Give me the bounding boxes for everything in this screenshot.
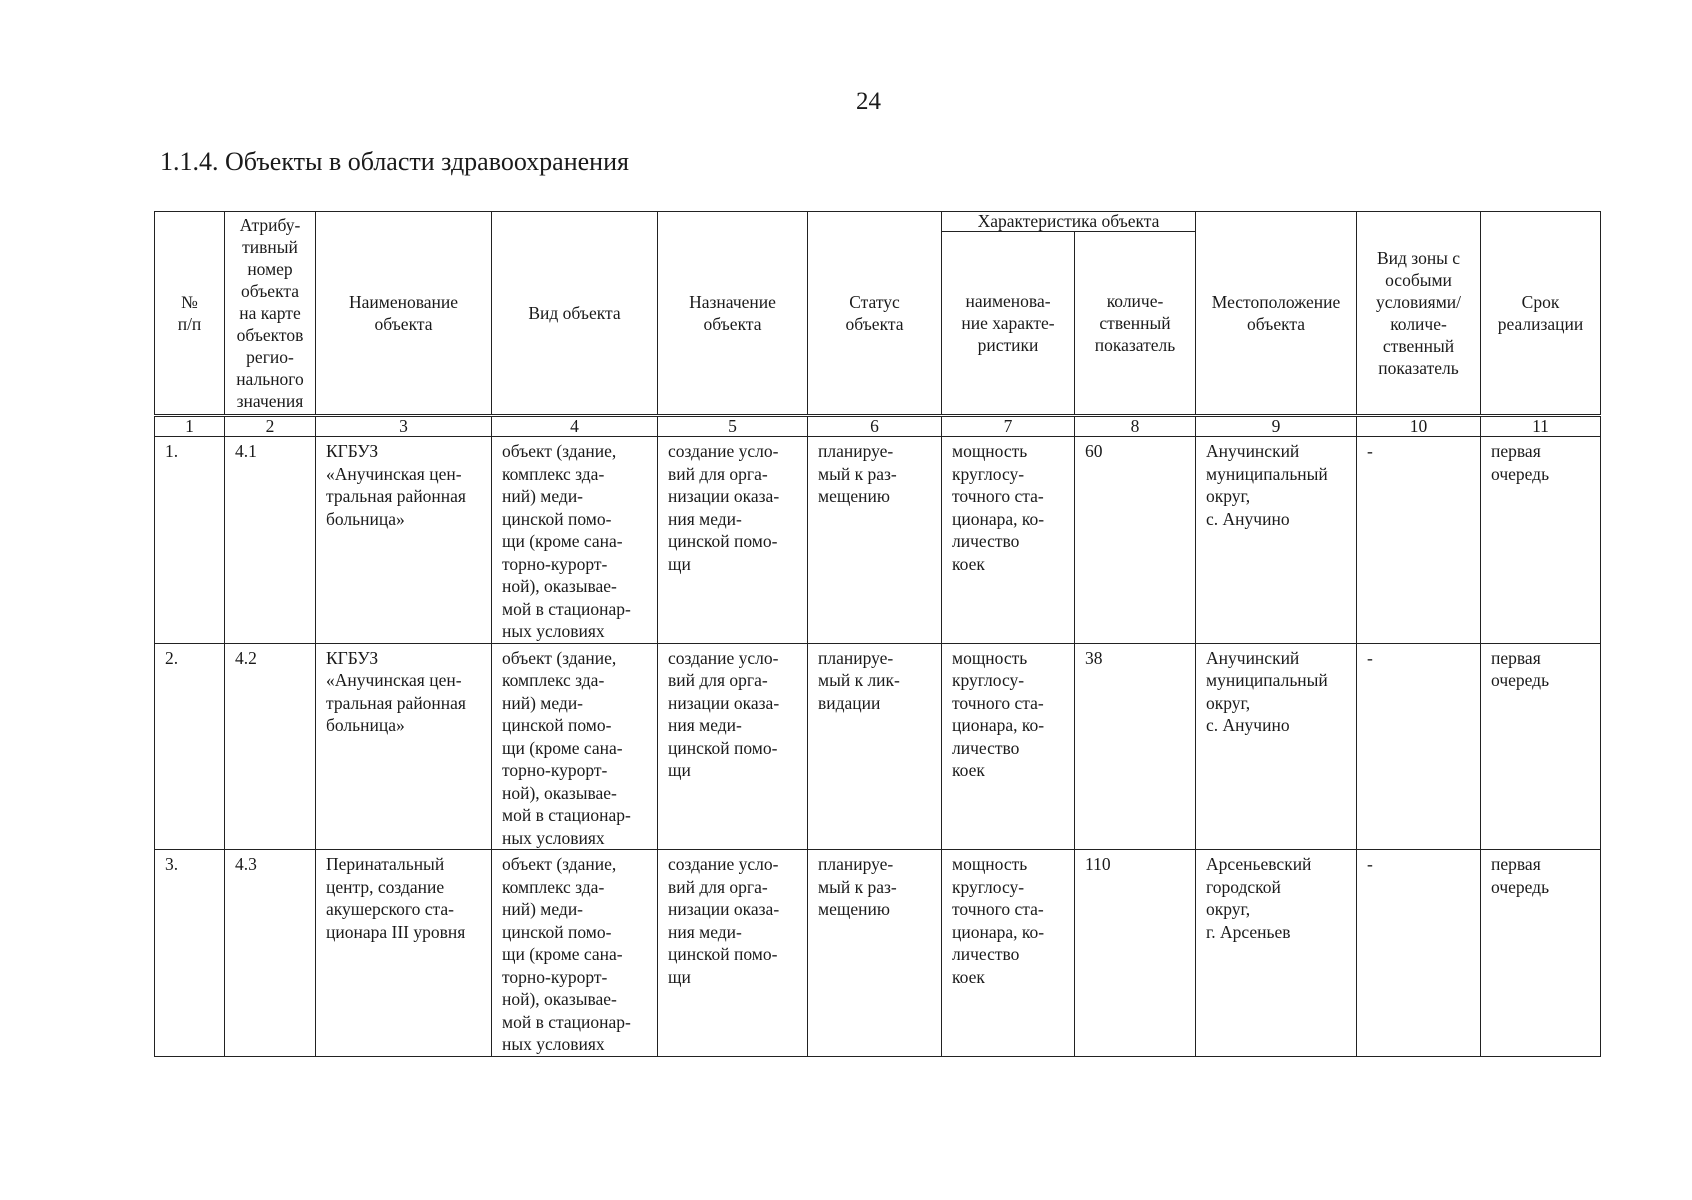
char-qty-cell: 110	[1075, 850, 1196, 1057]
healthcare-objects-table	[154, 211, 1601, 1057]
column-numbers-row	[155, 416, 1601, 437]
term-cell: первая очередь	[1481, 437, 1601, 644]
zone-cell: -	[1357, 643, 1481, 850]
column-number-cell: 6	[808, 416, 942, 437]
row-number-cell: 3.	[155, 850, 225, 1057]
column-number-cell: 1	[155, 416, 225, 437]
attr-number-cell: 4.1	[225, 437, 316, 644]
attr-number-cell: 4.3	[225, 850, 316, 1057]
column-number-cell: 10	[1357, 416, 1481, 437]
page-number: 24	[856, 88, 881, 115]
object-name-cell: КГБУЗ «Анучинская цен- тральная районная больница»	[316, 437, 492, 644]
object-purpose-cell: создание усло- вий для орга- низации оказа- ния меди- цинской помо- щи	[658, 643, 808, 850]
col-header-kind: Вид объекта	[492, 212, 658, 416]
char-qty-cell: 60	[1075, 437, 1196, 644]
table-row	[155, 850, 1601, 1057]
col-header-location: Местоположение объекта	[1196, 212, 1357, 416]
object-kind-cell: объект (здание, комплекс зда- ний) меди- цинской помо- щи (кроме сана- торно-курорт- ной), оказывае- мой в стационар- ных условиях	[492, 437, 658, 644]
char-qty-cell: 38	[1075, 643, 1196, 850]
location-cell: Арсеньевский городской округ, г. Арсеньев	[1196, 850, 1357, 1057]
column-number-cell: 3	[316, 416, 492, 437]
column-number-cell: 11	[1481, 416, 1601, 437]
object-status-cell: планируе- мый к раз- мещению	[808, 850, 942, 1057]
column-number-cell: 7	[942, 416, 1075, 437]
section-title: 1.1.4. Объекты в области здравоохранения	[160, 147, 629, 176]
column-number-cell: 2	[225, 416, 316, 437]
object-purpose-cell: создание усло- вий для орга- низации оказа- ния меди- цинской помо- щи	[658, 437, 808, 644]
object-name-cell: КГБУЗ «Анучинская цен- тральная районная больница»	[316, 643, 492, 850]
term-cell: первая очередь	[1481, 850, 1601, 1057]
zone-cell: -	[1357, 437, 1481, 644]
table-row	[155, 437, 1601, 644]
column-number-cell: 5	[658, 416, 808, 437]
char-name-cell: мощность круглосу- точного ста- ционара, ко- личество коек	[942, 643, 1075, 850]
object-status-cell: планируе- мый к раз- мещению	[808, 437, 942, 644]
col-header-char-name: наименова- ние характе- ристики	[942, 232, 1075, 416]
col-header-zone: Вид зоны с особыми условиями/ количе- ственный показатель	[1357, 212, 1481, 416]
object-kind-cell: объект (здание, комплекс зда- ний) меди- цинской помо- щи (кроме сана- торно-курорт- ной), оказывае- мой в стационар- ных условиях	[492, 850, 658, 1057]
column-number-cell: 4	[492, 416, 658, 437]
object-kind-cell: объект (здание, комплекс зда- ний) меди- цинской помо- щи (кроме сана- торно-курорт- ной), оказывае- мой в стационар- ных условиях	[492, 643, 658, 850]
col-header-name: Наименование объекта	[316, 212, 492, 416]
col-header-term: Срок реализации	[1481, 212, 1601, 416]
table-body	[155, 437, 1601, 1057]
object-name-cell: Перинатальный центр, создание акушерского ста- ционара III уровня	[316, 850, 492, 1057]
object-purpose-cell: создание усло- вий для орга- низации оказа- ния меди- цинской помо- щи	[658, 850, 808, 1057]
char-name-cell: мощность круглосу- точного ста- ционара, ко- личество коек	[942, 850, 1075, 1057]
term-cell: первая очередь	[1481, 643, 1601, 850]
zone-cell: -	[1357, 850, 1481, 1057]
col-header-char-qty: количе- ственный показатель	[1075, 232, 1196, 416]
col-header-num: № п/п	[155, 212, 225, 416]
col-header-purpose: Назначение объекта	[658, 212, 808, 416]
location-cell: Анучинский муниципальный округ, с. Анучино	[1196, 643, 1357, 850]
object-status-cell: планируе- мый к лик- видации	[808, 643, 942, 850]
char-name-cell: мощность круглосу- точного ста- ционара, ко- личество коек	[942, 437, 1075, 644]
header-row-top	[155, 212, 1601, 232]
col-header-characteristics: Характеристика объекта	[942, 212, 1196, 232]
column-number-cell: 8	[1075, 416, 1196, 437]
location-cell: Анучинский муниципальный округ, с. Анучино	[1196, 437, 1357, 644]
table-row	[155, 643, 1601, 850]
col-header-status: Статус объекта	[808, 212, 942, 416]
row-number-cell: 2.	[155, 643, 225, 850]
row-number-cell: 1.	[155, 437, 225, 644]
column-number-cell: 9	[1196, 416, 1357, 437]
col-header-attr-num: Атрибу- тивный номер объекта на карте объектов регио- нального значения	[225, 212, 316, 416]
attr-number-cell: 4.2	[225, 643, 316, 850]
